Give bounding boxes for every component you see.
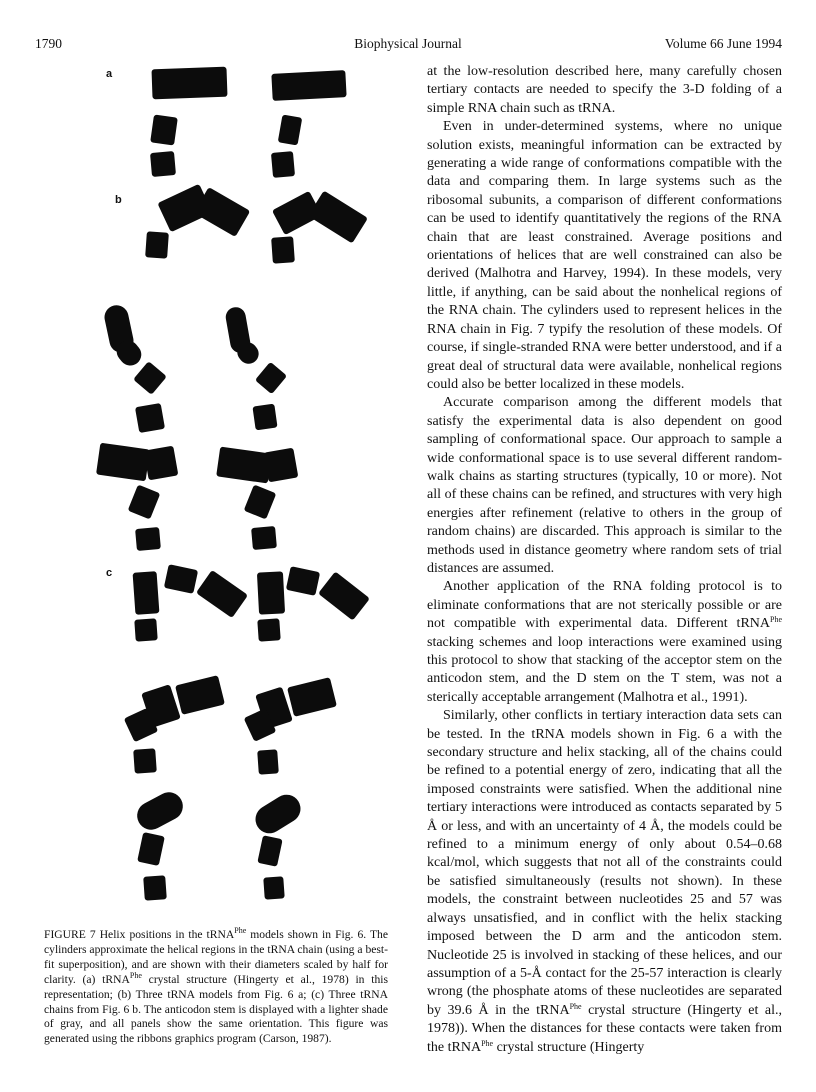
helix-cylinder: [257, 749, 279, 774]
paragraph: Even in under-determined systems, where no unique solution exists, meaningful information can be extracted by generating a wide range of conformations compatible with the data and comparing them. In large systems such as the ribosomal subunits, a comparison of different conformations can be used to identify quantitatively the regions of the RNA chain that are least constrained. Average positions and orientations of helices that are well constrained can also be derived (Malhotra and Harvey, 1994). In these models, very little, if anything, can be said about the nonhelical regions of the RNA chain. The cylinders used to represent helices in the RNA chain in Fig. 7 typify the resolution of these models. Of course, if single-stranded RNA were better understood, and if a great deal of structural data were available, nonhelical regions could also be better localized in these models.: [427, 119, 782, 392]
helix-cylinder: [251, 526, 277, 550]
helix-cylinder: [264, 448, 299, 483]
helix-cylinder: [271, 70, 346, 101]
helix-cylinder: [134, 618, 157, 641]
helix-cylinder: [143, 875, 167, 900]
helix-cylinder: [308, 191, 368, 244]
helix-cylinder: [263, 876, 284, 899]
helix-cylinder: [133, 361, 167, 395]
helix-cylinder: [175, 675, 225, 715]
helix-cylinder: [318, 571, 370, 620]
helix-cylinder: [133, 571, 160, 615]
panel-label-b: b: [115, 194, 122, 206]
helix-cylinder: [196, 570, 248, 618]
helix-cylinder: [257, 835, 282, 867]
journal-name: Biophysical Journal: [354, 36, 462, 51]
figure-caption: FIGURE 7 Helix positions in the tRNA$^{Phe}$ models shown in Fig. 6. The cylinders approximate the helical regions in the tRNA chain (using a best-fit superposition), and are shown with their diameters scaled by half for clarity. (a) tRNA$^{Phe}$ crystal structure (Hingerty et al., 1978) in this representation; (b) Three tRNA models from Fig. 6 a; (c) Three tRNA chains from Fig. 6 b. The anticodon stem is displayed with a lighter shade of gray, and all panels show the same orientation. This figure was generated using the ribbons graphics program (Carson, 1987).: [44, 926, 389, 1046]
helix-cylinder: [255, 362, 287, 395]
panel-label-a: a: [106, 68, 113, 80]
helix-cylinder: [257, 618, 280, 641]
helix-cylinder: [278, 114, 303, 145]
paragraph: Similarly, other conflicts in tertiary interaction data sets can be tested. In the tRNA models shown in Fig. 6 a with the secondary structure and helix stacking, all of the chains could be refined to a potential energy of zero, indicating that all the imposed constraints were satisfied. When the additional nine tertiary interactions were introduced as contacts separated by 5 Å or less, and with an uncertainty of 4 Å, the models could be refined to a minimum energy of only about 0.54–0.68 kcal/mol, which suggests that not all of the constraints could be satisfied simultaneously (results not shown). In these models, the constraint between nucleotides 25 and 57 was always unsatisfied, and in conflict with the helix stacking imposed between the D arm and the anticodon stem. Nucleotide 25 is involved in stacking of these helices, and our assumption of a 5-Å contact for the 25-57 interaction is clearly wrong (the phosphate atoms of these nucleotides are separated by 39.6 Å in the tRNA$^{Phe}$ crystal structure (Hingerty et al., 1978)). When the distances for these contacts were taken from the tRNA$^{Phe}$ crystal structure (Hingerty: [427, 708, 782, 1055]
helix-cylinder: [257, 571, 285, 614]
helix-cylinder: [150, 151, 176, 177]
helix-cylinder: [96, 443, 150, 482]
helix-cylinder: [244, 485, 277, 520]
paragraph: Accurate comparison among the different models that satisfy the experimental data is also dependent on good sampling of conformational space. Our approach to sample a wide conformational space is to use several different random-walk chains as starting structures (typically, 10 or more). Not all of these chains can be refined, and structures with very high energies after refinement (relative to others in the group of random chains) are discarded. This approach is similar to the methods used in distance geometry where random sets of trial distances are assumed.: [427, 395, 782, 576]
helix-cylinder: [132, 787, 188, 834]
helix-cylinder: [271, 151, 295, 178]
helix-cylinder: [252, 404, 277, 431]
helix-cylinder: [144, 446, 179, 481]
helix-cylinder: [287, 677, 337, 717]
volume-date: Volume 66 June 1994: [664, 36, 782, 51]
helix-cylinder: [271, 236, 295, 263]
helix-cylinder: [216, 447, 272, 484]
helix-cylinder: [164, 564, 198, 594]
panel-label-c: c: [106, 567, 113, 579]
helix-cylinder: [151, 67, 227, 100]
body-text: [427, 63, 782, 1057]
helix-cylinder: [133, 748, 157, 773]
paragraph: at the low-resolution described here, many carefully chosen tertiary contacts are needed to specify the 3-D folding of a simple RNA chain such as tRNA.: [427, 64, 782, 116]
paragraph: Another application of the RNA folding protocol is to eliminate conformations that are not sterically possible or are not compatible with experimental data. Different tRNA$^{Phe}$ stacking schemes and loop interactions were examined using this protocol to show that stacking of the acceptor stem on the anticodon stem, and the D stem on the T stem, was not a sterically acceptable arrangement (Malhotra et al., 1991).: [427, 579, 782, 705]
helix-cylinder: [135, 527, 161, 551]
helix-cylinder: [135, 403, 165, 433]
helix-cylinder: [286, 566, 320, 596]
page-number: 1790: [35, 36, 62, 51]
helix-cylinder: [128, 485, 161, 520]
helix-cylinder: [145, 231, 169, 258]
helix-cylinder: [137, 832, 165, 866]
helix-cylinder: [150, 114, 178, 145]
figure-7: [100, 62, 400, 918]
helix-cylinder: [250, 789, 306, 838]
